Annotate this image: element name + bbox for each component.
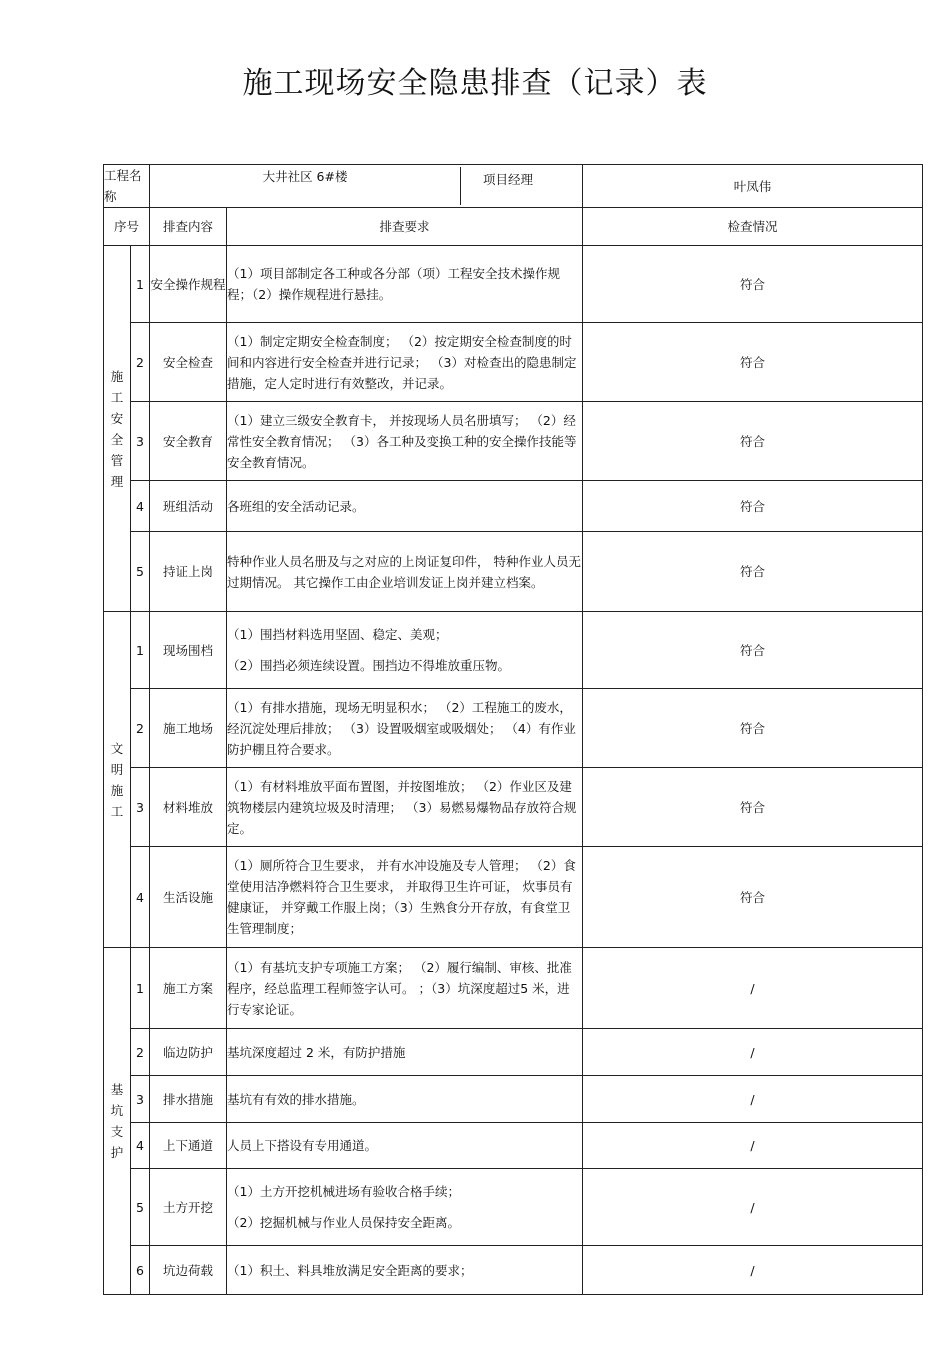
item-number: 4 [131,847,150,948]
table-row [104,1076,923,1123]
item-requirement [227,689,583,768]
requirement-text: （2）挖掘机械与作业人员保持安全距离。 [227,1215,460,1230]
col-status: 检查情况 [583,208,923,246]
item-requirement [227,1169,583,1246]
item-status: 符合 [583,612,923,689]
requirement-text: （1）项目部制定各工种或各分部（项）工程安全技术操作规程；（2）操作规程进行悬挂。 [227,266,560,302]
item-requirement [227,948,583,1029]
section-name [104,948,131,1295]
item-content: 班组活动 [150,481,227,532]
section-name-char: 护 [110,1145,124,1160]
item-number: 5 [131,532,150,612]
project-value: 大井社区 6#楼 [149,167,460,205]
item-number: 3 [131,1076,150,1123]
table-row [104,847,923,948]
item-status: 符合 [583,689,923,768]
section-name-char: 基 [110,1082,124,1097]
item-status: 符合 [583,847,923,948]
section-name-char: 坑 [110,1103,124,1118]
header-row-project [104,165,923,208]
page-title: 施工现场安全隐患排查（记录）表 [242,66,708,101]
item-requirement [227,612,583,689]
item-status: / [583,1076,923,1123]
item-content: 上下通道 [150,1123,227,1169]
requirement-text: （1）积土、料具堆放满足安全距离的要求； [227,1262,473,1278]
item-requirement [227,1123,583,1169]
table-row [104,1246,923,1295]
section-name-char: 全 [110,431,124,447]
table-row [104,323,923,402]
requirement-text: 基坑有有效的排水措施。 [227,1091,365,1107]
item-requirement [227,1246,583,1295]
item-number: 1 [131,246,150,323]
table-row [104,402,923,481]
item-number: 4 [131,1123,150,1169]
item-content: 现场围档 [150,612,227,689]
table-row [104,948,923,1029]
item-status: / [583,1169,923,1246]
item-number: 6 [131,1246,150,1295]
item-status: / [583,948,923,1029]
requirement-text: 特种作业人员名册及与之对应的上岗证复印件， 特种作业人员无过期情况。 其它操作工由企业培训发证上岗并建立档案。 [227,553,581,590]
manager-value: 叶凤伟 [583,165,923,208]
item-requirement [227,532,583,612]
item-requirement [227,246,583,323]
item-number: 5 [131,1169,150,1246]
requirement-text: 人员上下搭设有专用通道。 [227,1138,378,1153]
inspection-table [103,164,923,1295]
item-requirement [227,847,583,948]
item-number: 4 [131,481,150,532]
item-requirement [227,768,583,847]
manager-label: 项目经理 [460,167,582,205]
section-name-char: 理 [110,473,124,489]
item-status: 符合 [583,323,923,402]
item-status: / [583,1123,923,1169]
item-content: 安全教育 [150,402,227,481]
item-content: 排水措施 [150,1076,227,1123]
item-content: 安全操作规程 [150,246,227,323]
item-content: 持证上岗 [150,532,227,612]
table-row [104,768,923,847]
table-row [104,689,923,768]
item-status: 符合 [583,402,923,481]
project-label: 工程名称 [104,165,150,208]
section-name-char: 明 [110,761,124,777]
requirement-text: （1）有排水措施，现场无明显积水； （2）工程施工的废水，经沉淀处理后排放； （3）设置吸烟室或吸烟处； （4）有作业防护棚且符合要求。 [227,699,576,757]
table-row [104,246,923,323]
section-name [104,612,131,948]
item-requirement [227,402,583,481]
section-name-char: 管 [110,452,124,468]
requirement-text: （1）围挡材料选用坚固、稳定、美观； [227,627,448,642]
item-content: 施工地场 [150,689,227,768]
requirement-text: （1）建立三级安全教育卡， 并按现场人员名册填写； （2）经常性安全教育情况； （3）各工种及变换工种的安全操作技能等安全教育情况。 [227,412,577,470]
section-name [104,246,131,612]
item-requirement [227,481,583,532]
col-content: 排查内容 [150,208,227,246]
table-row [104,481,923,532]
section-name-char: 工 [110,803,124,819]
requirement-text: （1）土方开挖机械进场有验收合格手续； [227,1184,460,1199]
item-status: 符合 [583,532,923,612]
table-row [104,1029,923,1076]
column-header-row [104,208,923,246]
section-name-char: 工 [110,389,124,405]
item-status: 符合 [583,768,923,847]
item-number: 1 [131,612,150,689]
item-status: / [583,1029,923,1076]
requirement-text: （1）厕所符合卫生要求， 并有水冲设施及专人管理； （2）食堂使用洁净燃料符合卫生要求， 并取得卫生许可证， 炊事员有健康证， 并穿戴工作服上岗；（3）生熟食分开存放，有食堂卫生管理制度； [227,858,576,936]
item-number: 3 [131,768,150,847]
item-number: 2 [131,1029,150,1076]
requirement-text: （2）围挡必须连续设置。围挡边不得堆放重压物。 [227,658,510,673]
requirement-text: （1）制定定期安全检查制度； （2）按定期安全检查制度的时间和内容进行安全检查并进行记录； （3）对检查出的隐患制定措施，定人定时进行有效整改，并记录。 [227,333,577,391]
col-requirement: 排查要求 [227,208,583,246]
table-row [104,1123,923,1169]
table-row [104,532,923,612]
col-seq: 序号 [104,208,150,246]
item-content: 坑边荷载 [150,1246,227,1295]
requirement-text: 基坑深度超过 2 米，有防护措施 [227,1044,406,1060]
item-status: / [583,1246,923,1295]
table-row [104,1169,923,1246]
item-number: 2 [131,323,150,402]
table-row [104,612,923,689]
requirement-text: （1）有基坑支护专项施工方案； （2）履行编制、审核、批准程序，经总监理工程师签字认可。 ；（3）坑深度超过5 米，进行专家论证。 [227,959,572,1017]
item-status: 符合 [583,481,923,532]
section-name-char: 文 [110,740,124,756]
section-name-char: 施 [110,368,124,384]
section-name-char: 施 [110,782,124,798]
item-status: 符合 [583,246,923,323]
requirement-text: 各班组的安全活动记录。 [227,498,365,514]
item-requirement [227,1029,583,1076]
section-name-char: 安 [110,410,124,426]
item-requirement [227,1076,583,1123]
item-content: 材料堆放 [150,768,227,847]
item-content: 施工方案 [150,948,227,1029]
item-content: 安全检查 [150,323,227,402]
item-number: 1 [131,948,150,1029]
item-number: 2 [131,689,150,768]
item-content: 临边防护 [150,1029,227,1076]
requirement-text: （1）有材料堆放平面布置图，并按图堆放； （2）作业区及建筑物楼层内建筑垃圾及时清理； （3）易燃易爆物品存放符合规定。 [227,778,577,836]
item-content: 土方开挖 [150,1169,227,1246]
item-requirement [227,323,583,402]
item-content: 生活设施 [150,847,227,948]
item-number: 3 [131,402,150,481]
section-name-char: 支 [110,1124,124,1139]
